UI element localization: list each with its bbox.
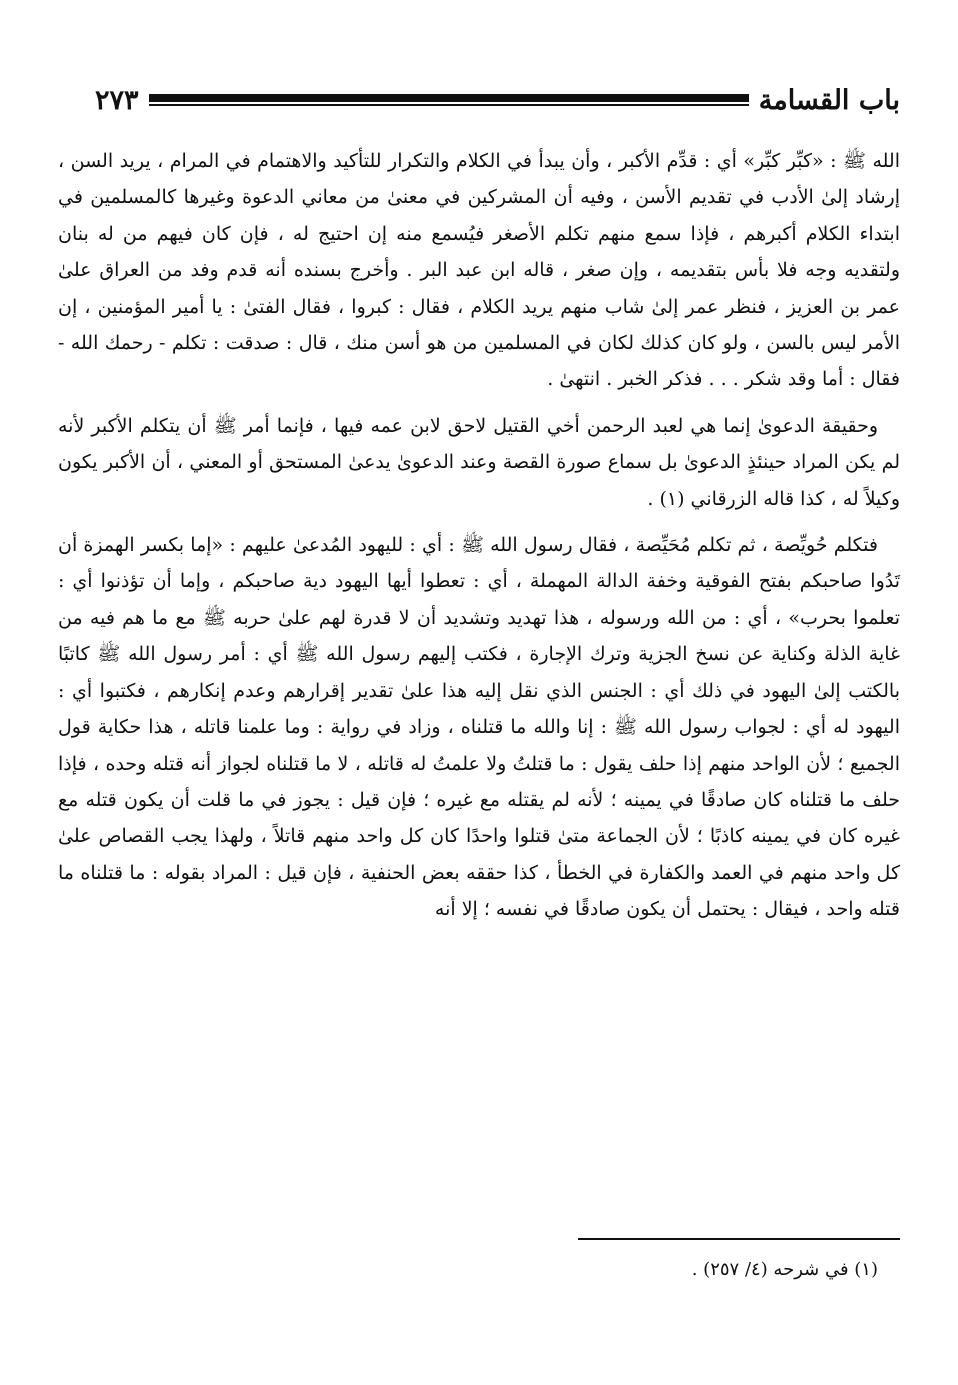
- footnote: (١) في شرحه (٤/ ٢٥٧) .: [691, 1259, 878, 1280]
- running-header: [95, 78, 900, 122]
- footnote-divider: [578, 1238, 900, 1240]
- header-rule-thin: [149, 104, 749, 106]
- paragraph-2: [58, 408, 900, 517]
- paragraph-2-text: وحقيقة الدعوىٰ إنما هي لعبد الرحمن أخي القتيل لاحق لابن عمه فيها ، فإنما أمر ﷺ أن يتكلم الأكبر لأنه لم يكن المراد حينئذٍ الدعوىٰ بل سماع صورة القصة وعند الدعوىٰ يدعىٰ المستحق أو المعني ، أن الأكبر يكون وكيلاً له ، كذا قاله الزرقاني (١) .: [58, 414, 900, 510]
- paragraph-3: [58, 527, 900, 927]
- chapter-title: باب القسامة: [758, 84, 900, 116]
- page-number: ٢٧٣: [95, 84, 139, 116]
- header-rule: [149, 94, 749, 106]
- paragraph-1: [58, 143, 900, 398]
- header-rule-thick: [149, 94, 749, 102]
- paragraph-3-text: فتكلم حُويِّصة ، ثم تكلم مُحَيِّصة ، فقال رسول الله ﷺ : أي : لليهود المُدعىٰ عليهم : «إما بكسر الهمزة أن تَدُوا صاحبكم بفتح الفوقية وخفة الدالة المهملة ، أي : تعطوا أيها اليهود دية صاحبكم ، وإما أن تؤذنوا أي : تعلموا بحرب» ، أي : من الله ورسوله ، هذا تهديد وتشديد أن لا قدرة لهم علىٰ حربه ﷺ مع ما هم فيه من غاية الذلة وكناية عن نسخ الجزية وترك الإجارة ، فكتب إليهم رسول الله ﷺ أي : أمر رسول الله ﷺ كاتبًا بالكتب إلىٰ اليهود في ذلك أي : الجنس الذي نقل إليه هذا علىٰ تقدير إقرارهم وعدم إنكارهم ، فكتبوا أي : اليهود له أي : لجواب رسول الله ﷺ : إنا والله ما قتلناه ، وزاد في رواية : وما علمنا قاتله ، هذا حكاية قول الجميع ؛ لأن الواحد منهم إذا حلف يقول : ما قتلتُ ولا علمتُ له قاتله ، لا ما قتلناه لجواز أنه قتله وحده ، فإذا حلف ما قتلناه كان صادقًا في يمينه ؛ لأنه لم يقتله مع غيره ؛ فإن قيل : يجوز في ما قلت أن يكون قتله مع غيره كان في يمينه كاذبًا ؛ لأن الجماعة متىٰ قتلوا واحدًا كان كل واحد منهم قاتلاً ، ولهذا يجب القصاص علىٰ كل واحد منهم في العمد والكفارة في الخطأ ، كذا حققه بعض الحنفية ، فإن قيل : المراد بقوله : ما قتلناه ما قتله واحد ، فيقال : يحتمل أن يكون صادقًا في نفسه ؛ إلا أنه: [58, 534, 900, 921]
- paragraph-1-text: الله ﷺ : «كبِّر كبِّر» أي : قدِّم الأكبر ، وأن يبدأ في الكلام والتكرار للتأكيد والاهتمام في المرام ، يريد السن ، إرشاد إلىٰ الأدب في تقديم الأسن ، وفيه أن المشركين في معنىٰ من معاني الدعوة وغيرها كالمسلمين في ابتداء الكلام أكبرهم ، فإذا سمع منهم تكلم الأصغر فيُسمع منه إن احتيج له ، فإن كان فيهم من له بنان ولتقديه وجه فلا بأس بتقديمه ، وإن صغر ، قاله ابن عبد البر . وأخرج بسنده أنه قدم وفد من العراق علىٰ عمر بن العزيز ، فنظر عمر إلىٰ شاب منهم يريد الكلام ، فقال : كبروا ، فقال الفتىٰ : يا أمير المؤمنين ، إن الأمر ليس بالسن ، ولو كان كذلك لكان في المسلمين من هو أسن منك ، قال : صدقت : تكلم - رحمك الله - فقال : أما وقد شكر . . . فذكر الخبر . انتهىٰ .: [58, 150, 901, 391]
- main-text: [58, 143, 900, 928]
